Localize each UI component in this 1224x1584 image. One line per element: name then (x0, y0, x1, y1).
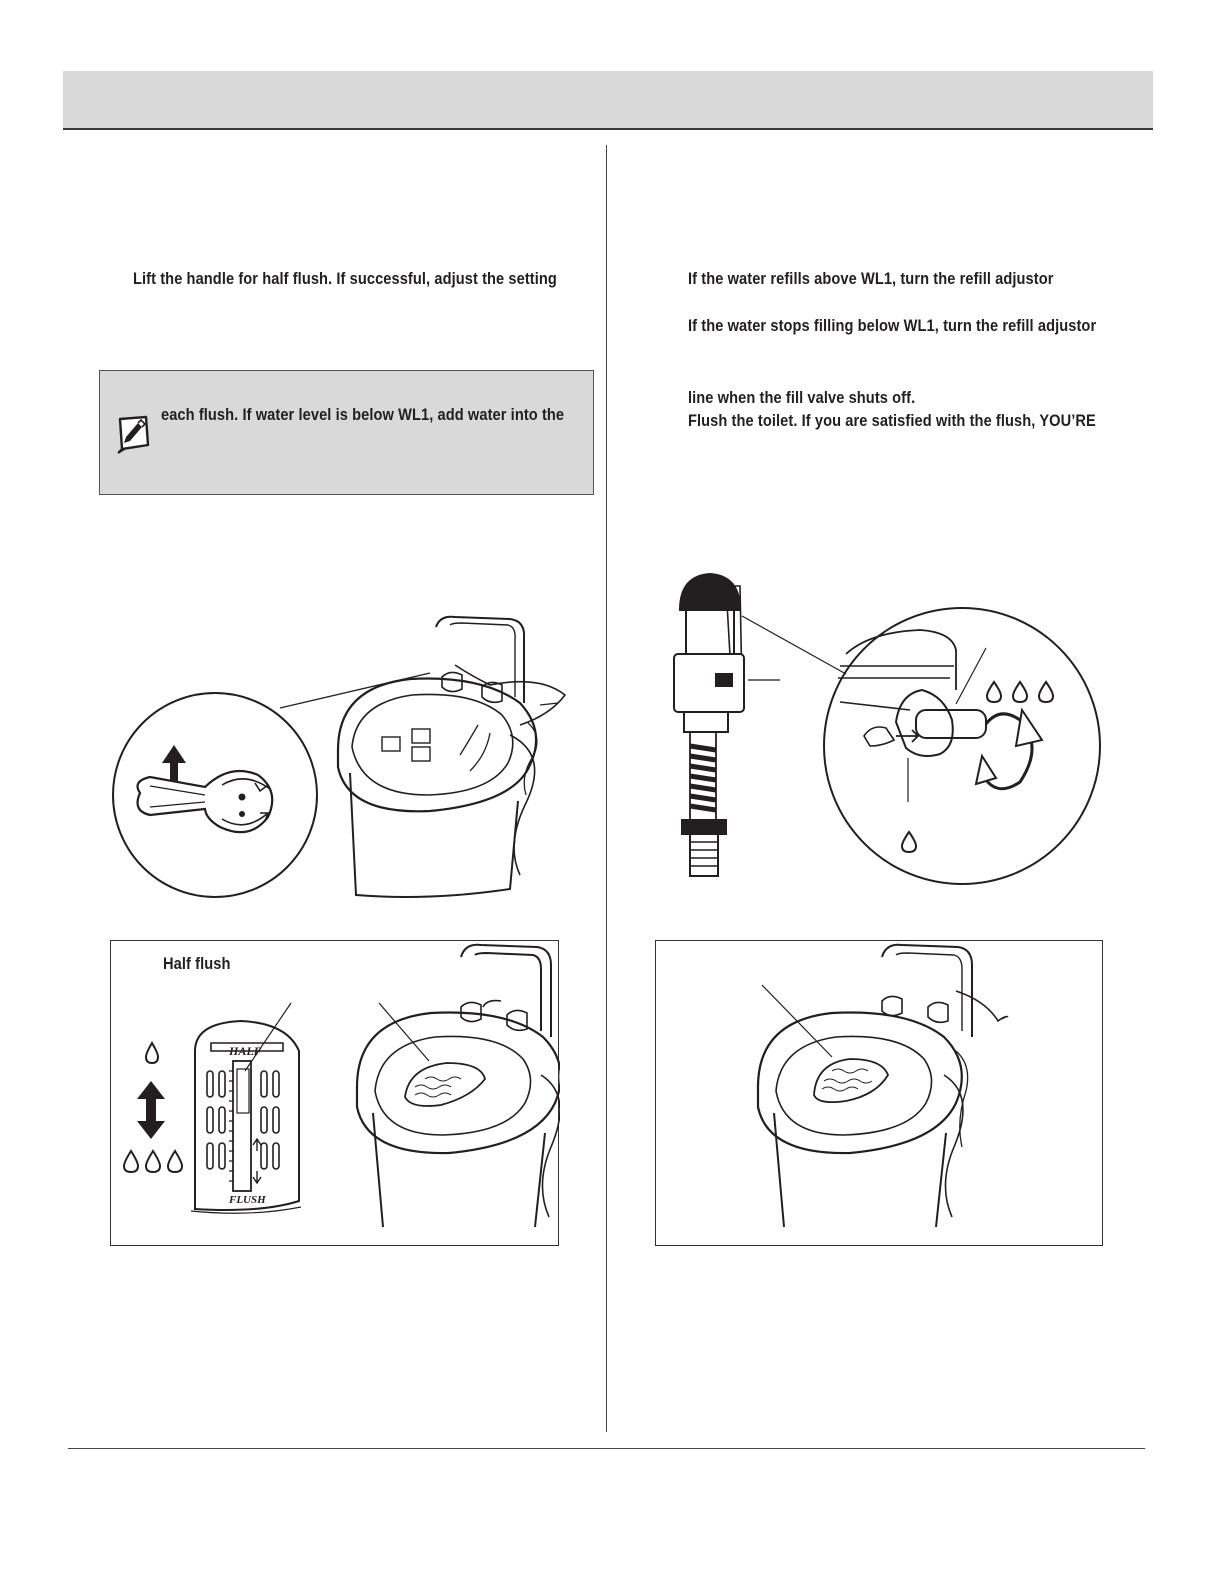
drop-icon (987, 682, 1001, 702)
half-flush-label: Half flush (163, 954, 231, 973)
right-line-3: line when the fill valve shuts off. (688, 388, 916, 407)
right-line-4: Flush the toilet. If you are satisfied with the flush, YOU’RE (688, 411, 1096, 430)
bowl-water-illustration (656, 941, 1104, 1247)
right-line-2: If the water stops filling below WL1, turn the refill adjustor (688, 316, 1097, 335)
step-text-left: Lift the handle for half flush. If successful, adjust the setting (133, 269, 557, 288)
fill-valve-illustration (660, 570, 1110, 890)
handle-detail-circle (113, 693, 317, 897)
drop-icon (124, 1151, 138, 1172)
note-pencil-icon (112, 411, 156, 455)
bowl-water-figure (655, 940, 1103, 1246)
half-flush-illustration (111, 941, 560, 1247)
handle-toilet-illustration (110, 605, 580, 905)
footer-rule (68, 1448, 1145, 1449)
section-header-band (63, 71, 1153, 130)
gauge-bottom-label: FLUSH (229, 1194, 266, 1206)
double-arrow-icon (137, 1081, 165, 1139)
column-divider (606, 145, 607, 1432)
half-flush-figure (110, 940, 559, 1246)
arrow-up-icon (162, 745, 186, 781)
single-drop-icon (146, 1043, 158, 1063)
gauge-top-label: HALF (229, 1044, 262, 1058)
note-box (99, 370, 594, 495)
right-line-1: If the water refills above WL1, turn the refill adjustor (688, 269, 1054, 288)
single-drop-icon (902, 832, 916, 852)
note-text: each flush. If water level is below WL1, add water into the (161, 405, 565, 424)
